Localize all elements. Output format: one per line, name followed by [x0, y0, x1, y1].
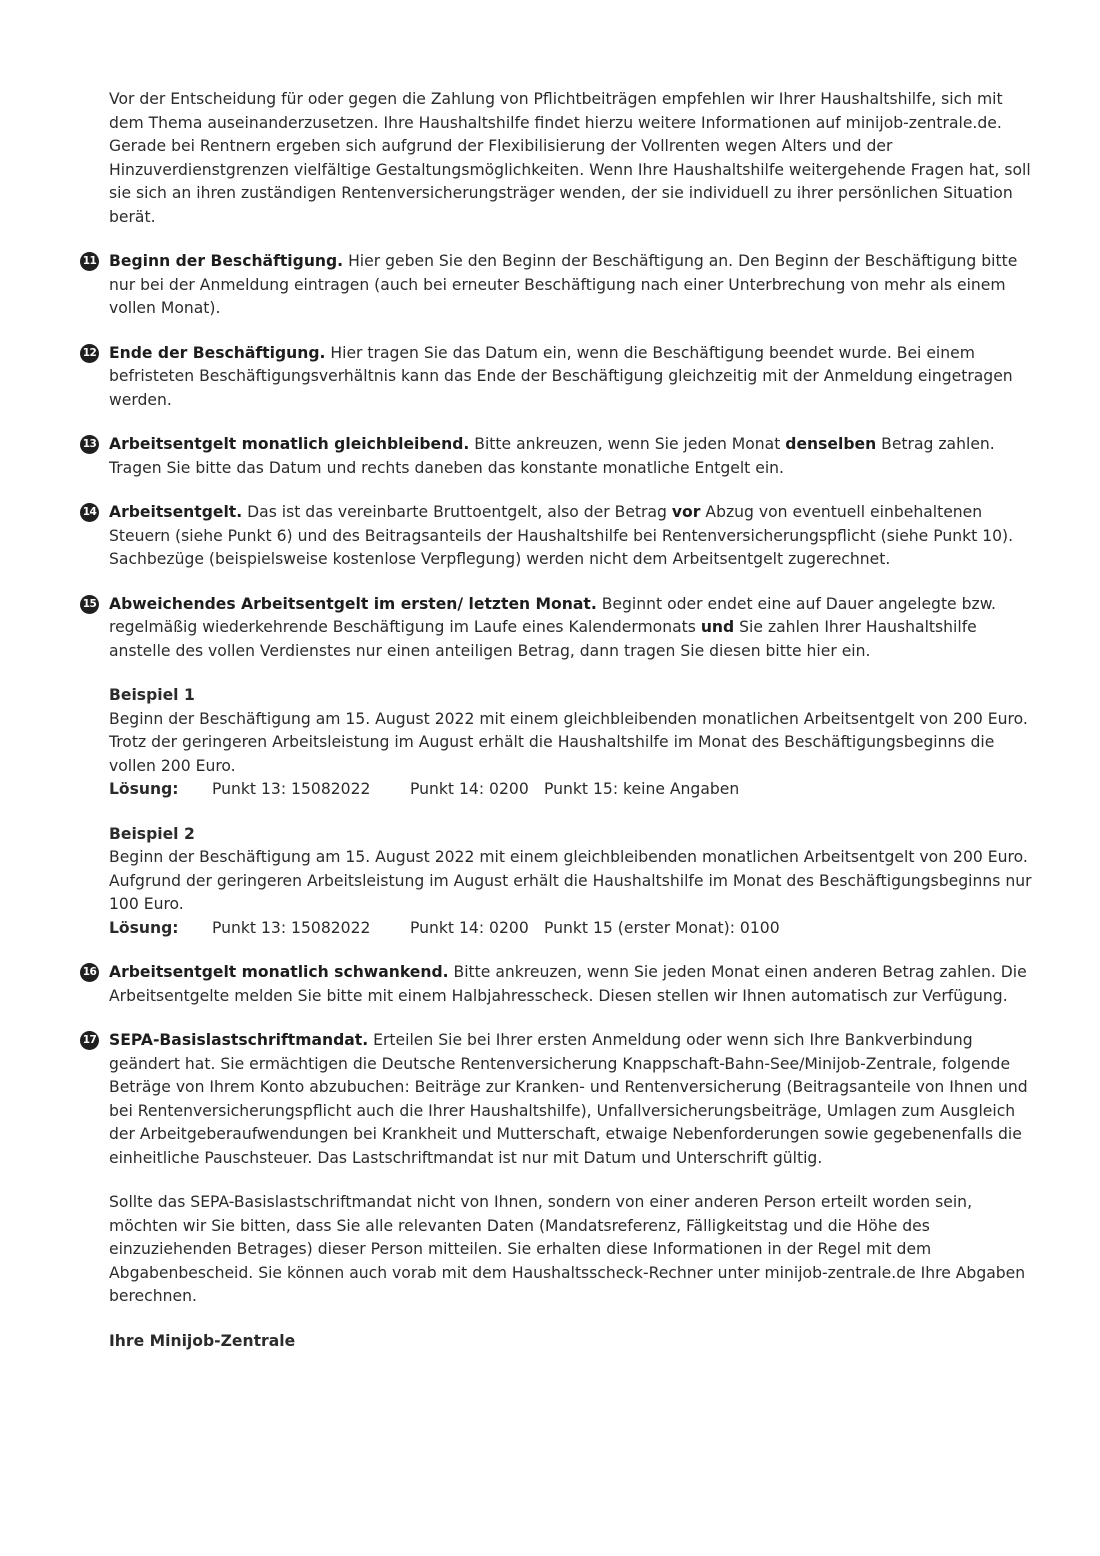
solution-point-14: Punkt 14: 0200 — [410, 918, 529, 937]
item-body: Beginnt oder endet eine auf Dauer angelegte bzw. regelmäßig wiederkehrende Beschäftigung im Laufe eines Kalendermonats — [109, 594, 996, 636]
item-12 — [82, 342, 1039, 413]
item-text — [109, 501, 1039, 572]
example-1 — [109, 684, 1039, 802]
item-text — [109, 961, 1039, 1008]
item-title: Abweichendes Arbeitsentgelt im ersten/ letzten Monat. — [109, 594, 597, 613]
item-text — [109, 593, 1039, 664]
example-title: Beispiel 2 — [109, 824, 195, 843]
item-title: Arbeitsentgelt monatlich schwankend. — [109, 963, 449, 981]
item-text — [109, 342, 1039, 413]
number-badge-icon: 13 — [80, 435, 99, 454]
example-solution — [109, 778, 1039, 802]
item-title: SEPA-Basislastschriftmandat. — [109, 1031, 369, 1049]
item-body: Erteilen Sie bei Ihrer ersten Anmeldung oder wenn sich Ihre Bankverbindung geändert hat. Sie ermächtigen die Deutsche Rentenversicherung Knappschaft-Bahn-See/Minijob-Zentrale, folgende Beträge von Ihrem Konto abzubuchen: Beiträge zur Kranken- und Rentenversicherung (Beitragsanteile von Ihnen und bei Rentenversicherungspflicht auch die Ihrer Haushaltshilfe), Unfallversicherungsbeiträge, Umlagen zum Ausgleich der Arbeitgeberaufwendungen bei Krankheit und Mutterschaft, etwaige Nebenforderungen sowie gegebenenfalls die einheitliche Pauschsteuer. Das Lastschriftmandat ist nur mit Datum und Unterschrift gültig. — [109, 1031, 1028, 1167]
signature-line: Ihre Minijob-Zentrale — [109, 1331, 296, 1350]
solution-point-15: Punkt 15: keine Angaben — [544, 780, 740, 798]
item-body: Das ist das vereinbarte Bruttoentgelt, also der Betrag — [242, 503, 672, 521]
item-title: Arbeitsentgelt monatlich gleichbleibend. — [109, 435, 470, 453]
example-2 — [109, 823, 1039, 941]
document-content — [82, 88, 1039, 1374]
item-13 — [82, 433, 1039, 480]
item-body: Bitte ankreuzen, wenn Sie jeden Monat einen anderen Betrag zahlen. Die Arbeitsentgelte melden Sie bitte mit einem Halbjahresscheck. Diesen stellen wir Ihnen automatisch zur Verfügung. — [109, 963, 1027, 1005]
item-body: Betrag zahlen. Tragen Sie bitte das Datum und rechts daneben das konstante monatliche Entgelt ein. — [109, 435, 995, 477]
solution-point-14: Punkt 14: 0200 — [410, 780, 529, 798]
item-body: Hier geben Sie den Beginn der Beschäftigung an. Den Beginn der Beschäftigung bitte nur bei der Anmeldung eintragen (auch bei erneuter Beschäftigung nach einer Unterbrechung von mehr als einem vollen Monat). — [109, 252, 1018, 317]
item-body: Abzug von eventuell einbehaltenen Steuern (siehe Punkt 6) und des Beitragsanteils der Haushaltshilfe bei Rentenversicherungspflicht (siehe Punkt 10). Sachbezüge (beispielsweise kostenlose Verpflegung) werden nicht dem Arbeitsentgelt zugerechnet. — [109, 503, 1014, 568]
item-16 — [82, 961, 1039, 1008]
item-body: Hier tragen Sie das Datum ein, wenn die Beschäftigung beendet wurde. Bei einem befristeten Beschäftigungsverhältnis kann das Ende der Beschäftigung gleichzeitig mit der Anmeldung eingetragen werden. — [109, 343, 1013, 409]
number-badge-icon: 17 — [80, 1031, 99, 1050]
example-solution — [109, 917, 1039, 941]
item-title: Arbeitsentgelt. — [109, 503, 243, 521]
sepa-note-paragraph: Sollte das SEPA-Basislastschriftmandat nicht von Ihnen, sondern von einer anderen Person erteilt worden sein, möchten wir Sie bitten, dass Sie alle relevanten Daten (Mandatsreferenz, Fälligkeitstag und die Höhe des einzuziehenden Betrages) dieser Person mitteilen. Sie erhalten diese Informationen in der Regel mit dem Abgabenbescheid. Sie können auch vorab mit dem Haushaltsscheck-Rechner unter minijob-zentrale.de Ihre Abgaben berechnen. — [109, 1193, 1026, 1305]
solution-point-13: Punkt 13: 15082022 — [212, 780, 371, 798]
item-title: Beginn der Beschäftigung. — [109, 252, 344, 270]
item-body: Sie zahlen Ihrer Haushaltshilfe anstelle des vollen Verdienstes nur einen anteiligen Betrag, dann tragen Sie diesen bitte hier ein. — [109, 618, 977, 660]
item-text — [109, 1029, 1039, 1170]
emphasis: und — [700, 618, 735, 636]
item-text — [109, 250, 1039, 321]
number-badge-icon: 12 — [80, 344, 99, 363]
item-15 — [82, 593, 1039, 941]
intro-paragraph: Vor der Entscheidung für oder gegen die Zahlung von Pflichtbeiträgen empfehlen wir Ihrer Haushaltshilfe, sich mit dem Thema auseinanderzusetzen. Ihre Haushaltshilfe findet hierzu weitere Informationen auf minijob-zentrale.de. Gerade bei Rentnern ergeben sich aufgrund der Flexibilisierung der Vollrenten wegen Alters und der Hinzuverdienstgrenzen vielfältige Gestaltungsmöglichkeiten. Wenn Ihre Haushaltshilfe weitergehende Fragen hat, soll sie sich an ihren zuständigen Rentenversicherungsträger wenden, der sie individuell zu ihrer persönlichen Situation berät. — [109, 90, 1031, 226]
item-17 — [82, 1029, 1039, 1353]
solution-label: Lösung: — [109, 918, 179, 937]
item-title: Ende der Beschäftigung. — [109, 343, 326, 362]
item-14 — [82, 501, 1039, 572]
number-badge-icon: 16 — [80, 963, 99, 982]
example-title: Beispiel 1 — [109, 686, 195, 704]
item-text — [109, 433, 1039, 480]
example-text: Beginn der Beschäftigung am 15. August 2022 mit einem gleichbleibenden monatlichen Arbeitsentgelt von 200 Euro. Trotz der geringeren Arbeitsleistung im August erhält die Haushaltshilfe im Monat des Beschäftigungsbeginns die vollen 200 Euro. — [109, 709, 1028, 775]
number-badge-icon: 15 — [80, 595, 99, 614]
solution-point-13: Punkt 13: 15082022 — [212, 918, 371, 937]
item-body: Bitte ankreuzen, wenn Sie jeden Monat — [469, 435, 786, 453]
item-11 — [82, 250, 1039, 321]
emphasis: denselben — [785, 435, 877, 453]
solution-label: Lösung: — [109, 780, 179, 798]
solution-point-15: Punkt 15 (erster Monat): 0100 — [544, 918, 780, 937]
number-badge-icon: 14 — [80, 503, 99, 522]
number-badge-icon: 11 — [80, 252, 99, 271]
example-text: Beginn der Beschäftigung am 15. August 2022 mit einem gleichbleibenden monatlichen Arbeitsentgelt von 200 Euro. Aufgrund der geringeren Arbeitsleistung im August erhält die Haushaltshilfe im Monat des Beschäftigungsbeginns nur 100 Euro. — [109, 848, 1032, 913]
emphasis: vor — [671, 503, 701, 521]
